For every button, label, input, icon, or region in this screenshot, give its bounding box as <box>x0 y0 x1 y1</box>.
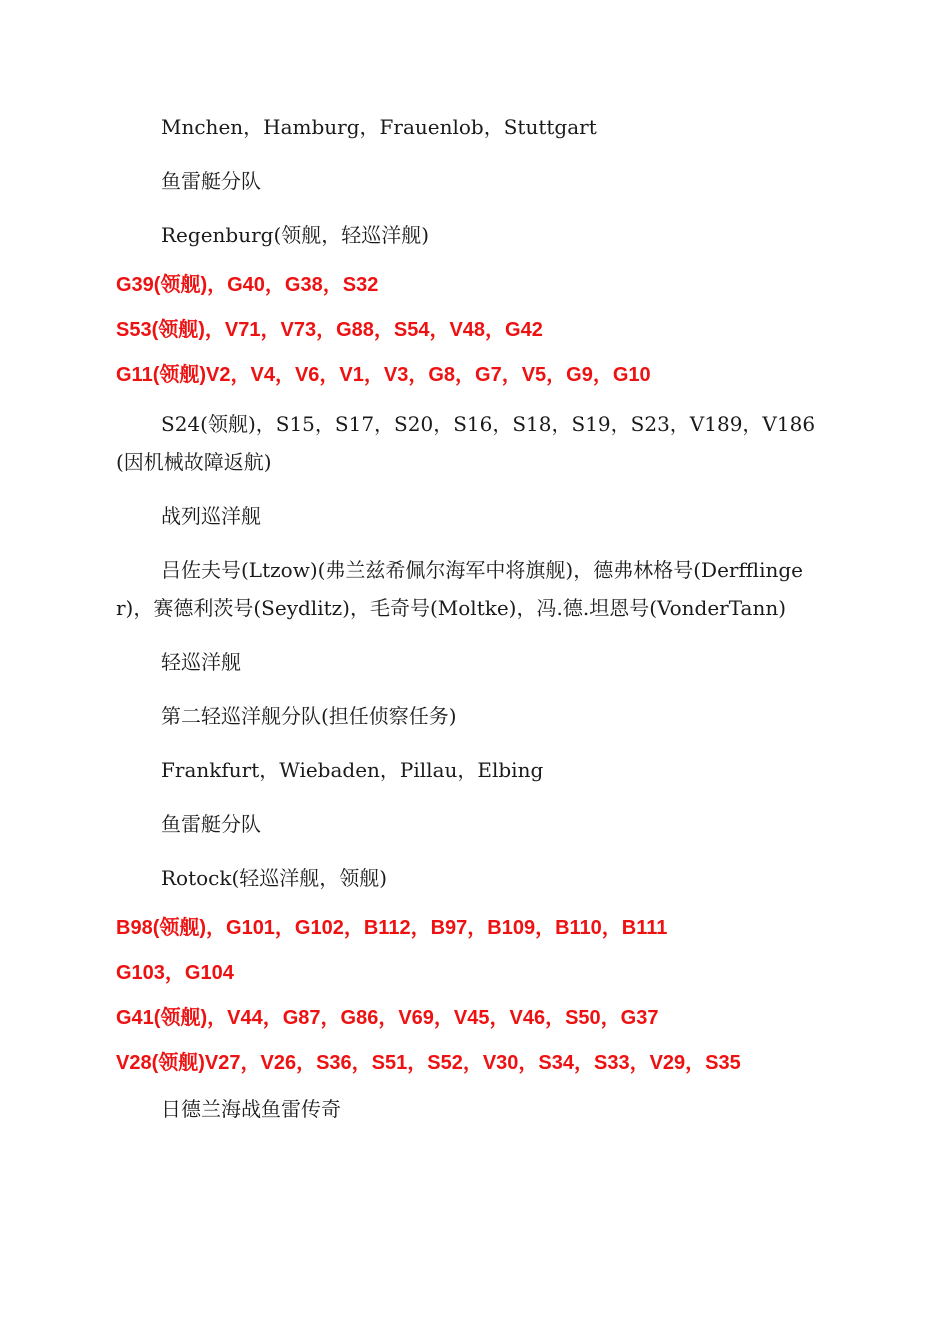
section-heading-light-cruisers: 轻巡洋舰 <box>161 650 241 674</box>
section-heading-battlecruisers: 战列巡洋舰 <box>161 504 261 528</box>
flotilla-leader: Rotock(轻巡洋舰，领舰) <box>161 866 388 890</box>
highlighted-ship-list: V28(领舰)V27，V26，S36，S51，S52，V30，S34，S33，V29，S35 <box>116 1052 741 1074</box>
subsection-heading: 第二轻巡洋舰分队(担任侦察任务) <box>161 704 457 728</box>
section-title: 日德兰海战鱼雷传奇 <box>161 1097 341 1121</box>
highlighted-ship-list: G11(领舰)V2，V4，V6，V1，V3，G8，G7，V5，G9，G10 <box>116 364 651 386</box>
ship-list-paragraph: S24(领舰)，S15，S17，S20，S16，S18，S19，S23，V189，V186(因机械故障返航) <box>116 412 816 474</box>
highlighted-ship-list: B98(领舰)，G101，G102，B112，B97，B109，B110，B111 <box>116 917 668 939</box>
document-body <box>116 108 826 1144</box>
flotilla-leader: Regenburg(领舰，轻巡洋舰) <box>161 223 430 247</box>
highlighted-ship-list: G41(领舰)，V44，G87，G86，V69，V45，V46，S50，G37 <box>116 1007 659 1029</box>
battlecruiser-list: 吕佐夫号(Ltzow)(弗兰兹希佩尔海军中将旗舰)，德弗林格号(Derfflinger)，赛德利茨号(Seydlitz)，毛奇号(Moltke)，冯.德.坦恩号(VonderTann) <box>116 558 803 620</box>
ship-list-cruisers: Mnchen，Hamburg，Frauenlob，Stuttgart <box>161 115 597 139</box>
light-cruiser-list: Frankfurt，Wiebaden，Pillau，Elbing <box>161 758 544 782</box>
section-heading-torpedo-flotilla: 鱼雷艇分队 <box>161 169 261 193</box>
highlighted-ship-list: S53(领舰)，V71，V73，G88，S54，V48，G42 <box>116 319 543 341</box>
highlighted-ship-list: G39(领舰)，G40，G38，S32 <box>116 274 379 296</box>
highlighted-ship-list: G103，G104 <box>116 962 234 984</box>
section-heading-torpedo-flotilla: 鱼雷艇分队 <box>161 812 261 836</box>
